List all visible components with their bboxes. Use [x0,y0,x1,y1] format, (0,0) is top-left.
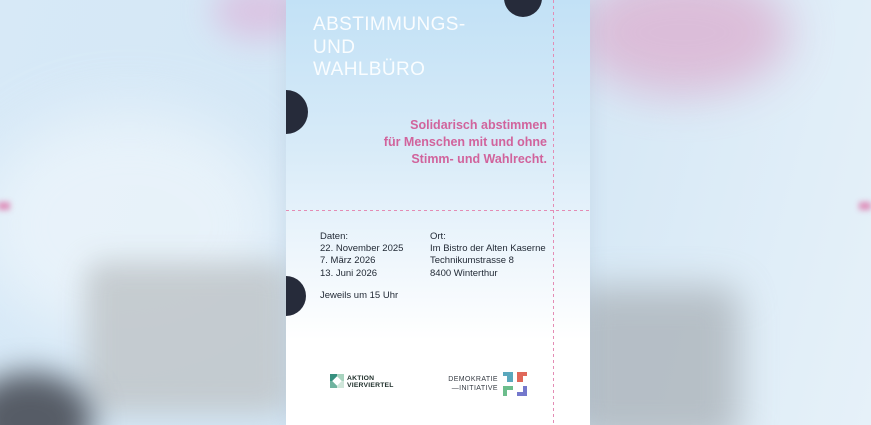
date-item: 7. März 2026 [320,255,376,267]
tagline-line-3: Stimm- und Wahlrecht. [411,152,547,166]
backdrop-crop-mark-right [859,202,871,210]
demokratie-initiative-logo [444,372,527,396]
dates-block [320,231,403,302]
backdrop-blur-pink-top-right [575,0,790,95]
aktion-vierviertel-text: AKTION VIERVIERTEL [347,375,394,390]
location-line: Im Bistro der Alten Kaserne [430,243,546,255]
backdrop-blur-white-left [0,110,280,340]
location-line: Technikumstrasse 8 [430,255,514,267]
backdrop-blur-gray-right [572,286,740,425]
decorative-circle-left-lower [286,276,306,316]
location-line: 8400 Winterthur [430,267,498,279]
tagline-line-1: Solidarisch abstimmen [410,118,547,132]
flyer-tagline [384,117,547,168]
dates-label: Daten: [320,231,348,242]
flyer-card [286,0,590,425]
tagline-line-2: für Menschen mit und ohne [383,135,547,149]
crop-mark-horizontal-line [286,210,590,211]
title-line-1: ABSTIMMUNGS- [313,14,466,35]
title-line-3: WAHLBÜRO [313,59,426,80]
crop-mark-vertical-line [553,0,554,425]
date-item: 13. Juni 2026 [320,267,378,279]
location-block [430,231,546,280]
backdrop-blur-gray-left [85,262,290,414]
backdrop-crop-mark-left [0,202,10,210]
backdrop-blur-dark-bottom-left [0,372,93,425]
aktion-vierviertel-logo [330,374,394,390]
demokratie-initiative-icon [503,372,527,396]
decorative-circle-left-upper [286,90,308,134]
decorative-circle-top [504,0,542,17]
location-label: Ort: [430,231,446,242]
date-item: 22. November 2025 [320,243,404,255]
time-note: Jeweils um 15 Uhr [320,289,399,301]
aktion-vierviertel-icon [330,374,344,388]
flyer-title [313,14,466,82]
title-line-2: UND [313,36,356,58]
demokratie-initiative-text: DEMOKRATIE —INITIATIVE [448,376,498,392]
